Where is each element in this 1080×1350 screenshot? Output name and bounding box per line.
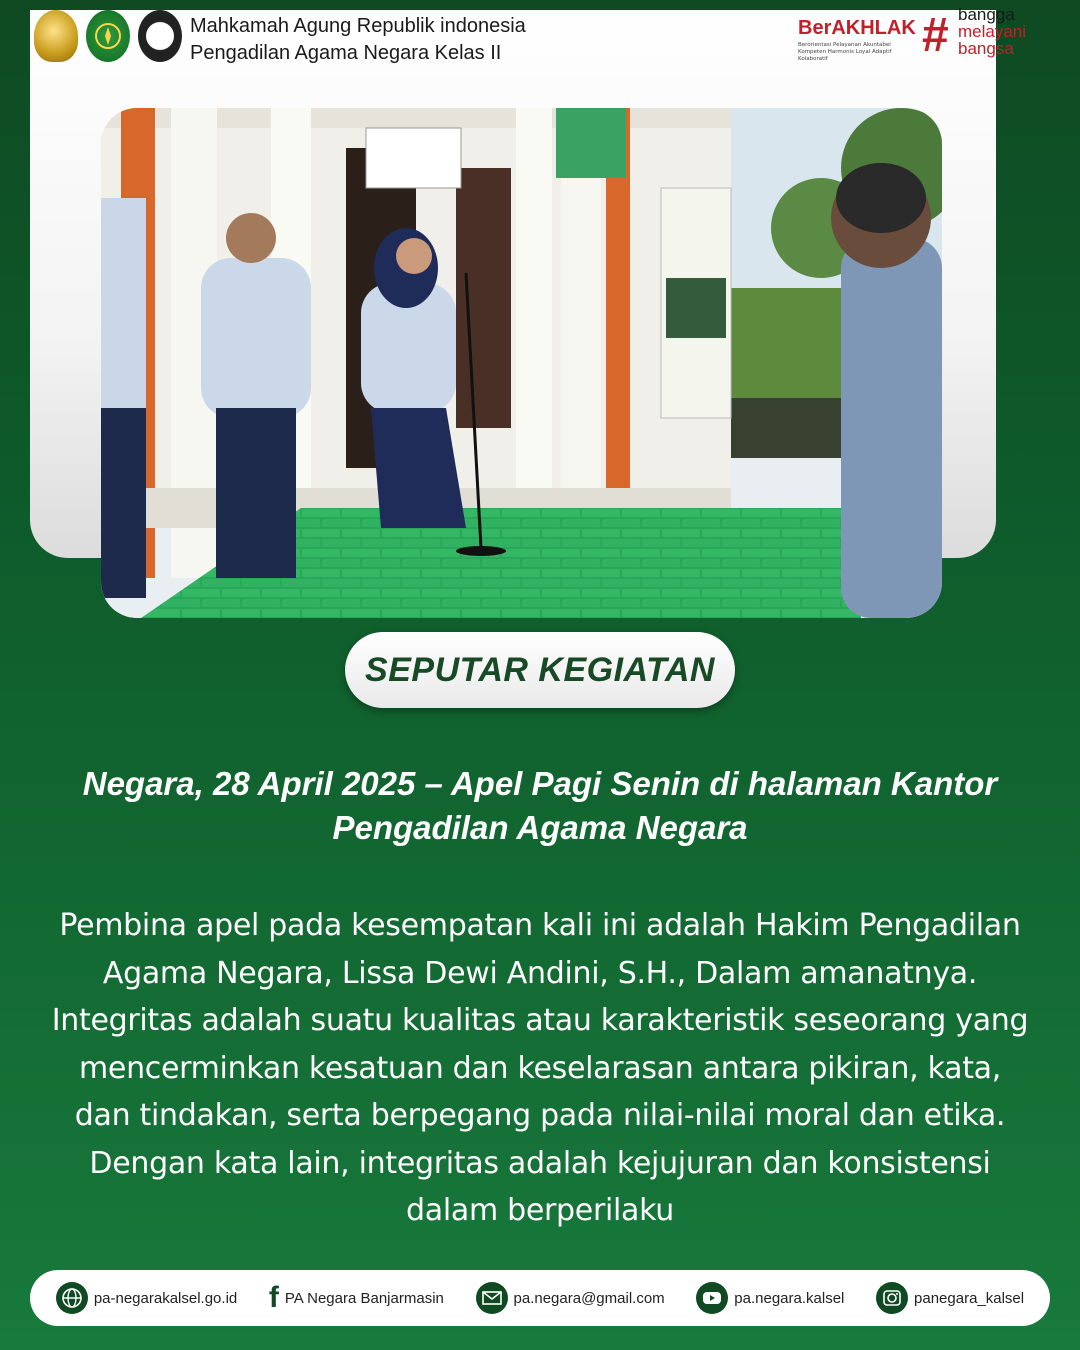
mail-icon	[476, 1282, 508, 1314]
hashtag-icon: #	[922, 9, 949, 62]
footer-youtube[interactable]	[696, 1282, 844, 1314]
globe-icon	[56, 1282, 88, 1314]
youtube-icon	[696, 1282, 728, 1314]
footer-facebook[interactable]	[269, 1281, 444, 1315]
footer-facebook-label: PA Negara Banjarmasin	[284, 1289, 444, 1307]
footer-email-label: pa.negara@gmail.com	[513, 1289, 665, 1307]
section-badge-label: SEPUTAR KEGIATAN	[365, 650, 715, 689]
headline-line-1: Negara, 28 April 2025 – Apel Pagi Senin di halaman Kantor	[82, 765, 998, 802]
tagline	[958, 6, 1026, 57]
footer-email[interactable]	[476, 1282, 665, 1314]
event-photo	[101, 108, 942, 618]
footer-website[interactable]	[56, 1282, 237, 1314]
section-badge	[345, 632, 735, 708]
mahkamah-agung-logo	[86, 10, 130, 62]
org-line-2: Pengadilan Agama Negara Kelas II	[190, 42, 502, 64]
org-line-1: Mahkamah Agung Republik indonesia	[190, 15, 526, 37]
tagline-word: bangsa	[958, 39, 1014, 58]
institution-seal-logo	[138, 10, 182, 62]
tagline-word: bangga	[958, 5, 1015, 24]
organization-name	[190, 13, 526, 67]
footer-youtube-label: pa.negara.kalsel	[734, 1289, 845, 1307]
footer-instagram-label: panegara_kalsel	[914, 1289, 1025, 1307]
facebook-icon: f	[268, 1281, 279, 1314]
berakhlak-brand: BerAKHLAK	[798, 17, 916, 39]
logo-group	[34, 10, 182, 62]
news-body: Pembina apel pada kesempatan kali ini adalah Hakim Pengadilan Agama Negara, Lissa Dewi Andini, S.H., Dalam amanatnya. Integritas adalah suatu kualitas atau karakteristik seseorang yang mencerminkan kesatuan dan keselarasan antara pikiran, kata, dan tindakan, serta berpegang pada nilai-nilai moral dan etika. Dengan kata lain, integritas adalah kejujuran dan konsistensi dalam berperilaku	[51, 908, 1029, 1228]
headline-line-2: Pengadilan Agama Negara	[332, 809, 748, 846]
berakhlak-subtitle: Berorientasi Pelayanan Akuntabel Kompeten Harmonis Loyal Adaptif Kolaboratif	[798, 42, 892, 62]
footer-instagram[interactable]	[876, 1282, 1024, 1314]
instagram-icon	[876, 1282, 908, 1314]
berakhlak-logo	[798, 5, 1038, 62]
award-logo	[34, 10, 78, 62]
footer-website-label: pa-negarakalsel.go.id	[93, 1289, 238, 1307]
news-headline	[40, 762, 1040, 850]
contact-footer	[30, 1270, 1050, 1326]
tagline-word: melayani	[958, 22, 1027, 41]
